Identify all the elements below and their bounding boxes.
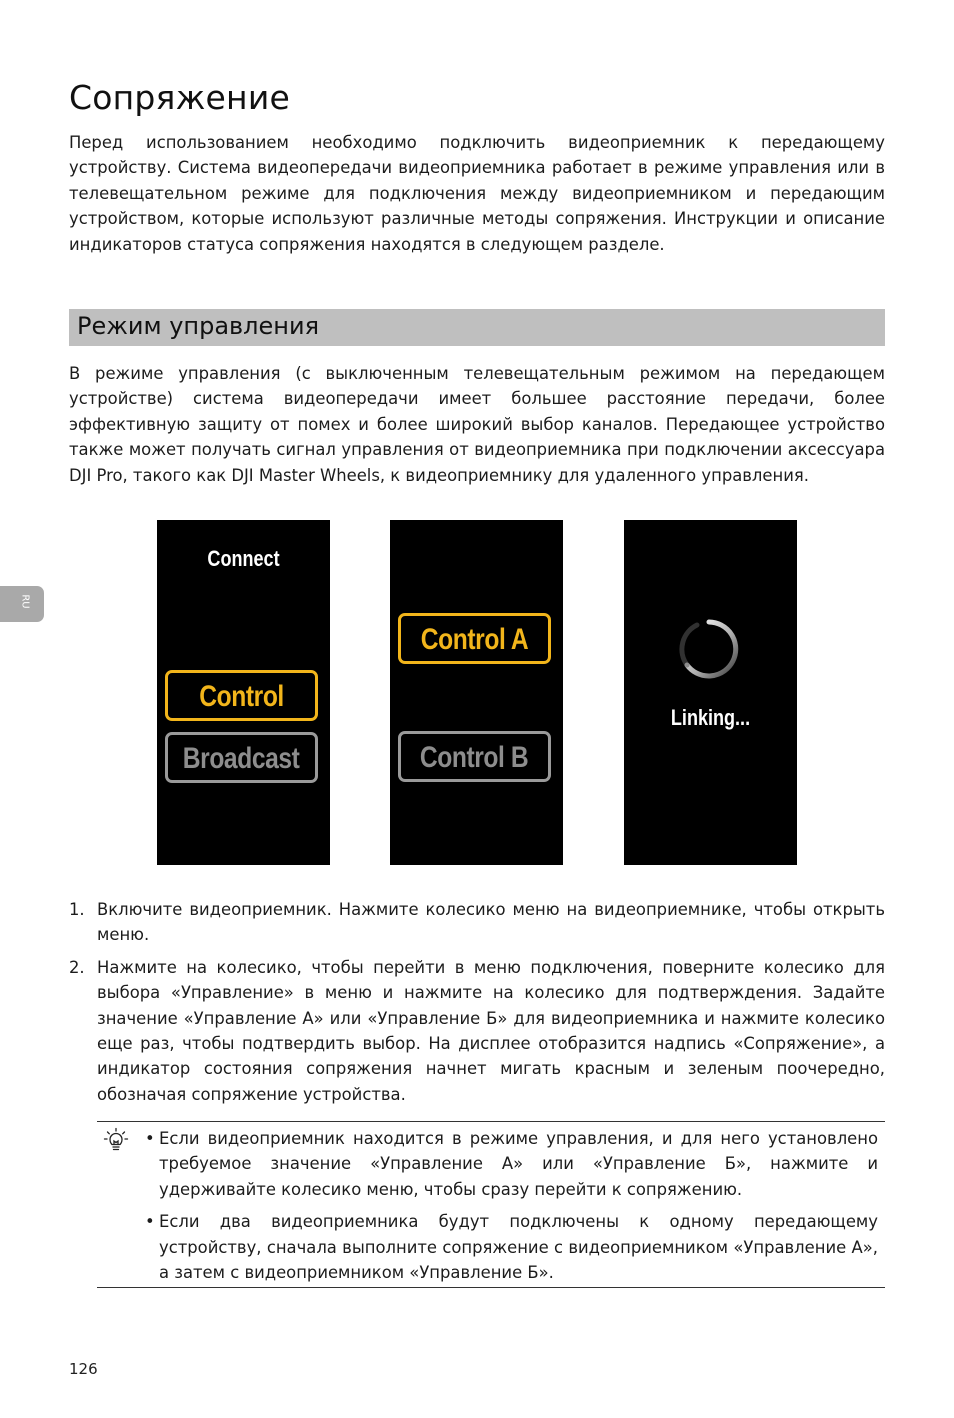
step-number: 2. — [69, 957, 85, 977]
tips-bottom-divider — [97, 1287, 885, 1288]
section-header-bar — [69, 309, 885, 346]
bullet: • — [145, 1129, 155, 1148]
device-screen-linking — [624, 520, 797, 865]
list-item — [145, 1126, 878, 1202]
step-text: Включите видеоприемник. Нажмите колесико меню на видеоприемнике, чтобы открыть меню. — [97, 900, 885, 945]
tips-list — [145, 1126, 878, 1292]
tips-top-divider — [97, 1121, 885, 1122]
language-tab-label: RU — [19, 594, 31, 609]
steps-list — [69, 897, 885, 1114]
loading-spinner-icon — [677, 617, 741, 681]
tip-text: Если два видеоприемника будут подключены к одному передающему устройству, сначала выполните сопряжение с видеоприемником «Управление А», а затем с видеоприемником «Управление Б». — [159, 1212, 878, 1283]
step-text: Нажмите на колесико, чтобы перейти в меню подключения, поверните колесико для выбора «Управление» в меню и нажмите на колесико для подтверждения. Задайте значение «Управление А» или «Управление Б» для видеоприемника и нажмите колесико еще раз, чтобы подтвердить выбор. На дисплее отобразится надпись «Сопряжение», а индикатор состояния сопряжения начнет мигать красным и зеленым поочередно, обозначая сопряжение устройства. — [97, 957, 885, 1104]
list-item — [69, 897, 885, 948]
page-title: Сопряжение — [69, 78, 290, 117]
control-a-option-label: Control A — [420, 623, 529, 656]
lightbulb-icon — [103, 1127, 129, 1153]
control-a-option — [398, 613, 551, 664]
language-tab — [0, 586, 44, 622]
section-paragraph: В режиме управления (с выключенным телевещательным режимом на передающем устройстве) система видеопередачи имеет большее расстояние передачи, более эффективную защиту от помех и более широкий выбор каналов. Передающее устройство также может получать сигнал управления от видеоприемника при подключении аксессуара DJI Pro, такого как DJI Master Wheels, к видеоприемнику для удаленного управления. — [69, 364, 885, 485]
control-option — [165, 670, 318, 721]
control-b-option-label: Control B — [420, 741, 529, 774]
page-number: 126 — [69, 1360, 98, 1378]
bullet: • — [145, 1212, 155, 1232]
list-item — [145, 1209, 878, 1285]
device-screen-control-select — [390, 520, 563, 865]
broadcast-option — [165, 732, 318, 783]
broadcast-option-label: Broadcast — [183, 742, 300, 775]
tip-text: Если видеоприемник находится в режиме управления, и для него установлено требуемое значение «Управление А» или «Управление Б», нажмите и удерживайте колесико меню, чтобы сразу перейти к сопряжению. — [159, 1129, 878, 1199]
linking-status-text: Linking... — [670, 705, 751, 730]
control-option-label: Control — [199, 680, 284, 713]
intro-paragraph: Перед использованием необходимо подключить видеоприемник к передающему устройству. Система видеопередачи видеоприемника работает в режиме управления или в телевещательном режиме для подключения между видеоприемником и передающим устройством, которые используют различные методы сопряжения. Инструкции и описание индикаторов статуса сопряжения находятся в следующем разделе. — [69, 133, 885, 254]
device-screen-connect — [157, 520, 330, 865]
list-item — [69, 955, 885, 1107]
control-b-option — [398, 731, 551, 782]
step-number: 1. — [69, 900, 85, 919]
screen-heading-connect: Connect — [207, 546, 280, 571]
section-title: Режим управления — [77, 312, 320, 340]
